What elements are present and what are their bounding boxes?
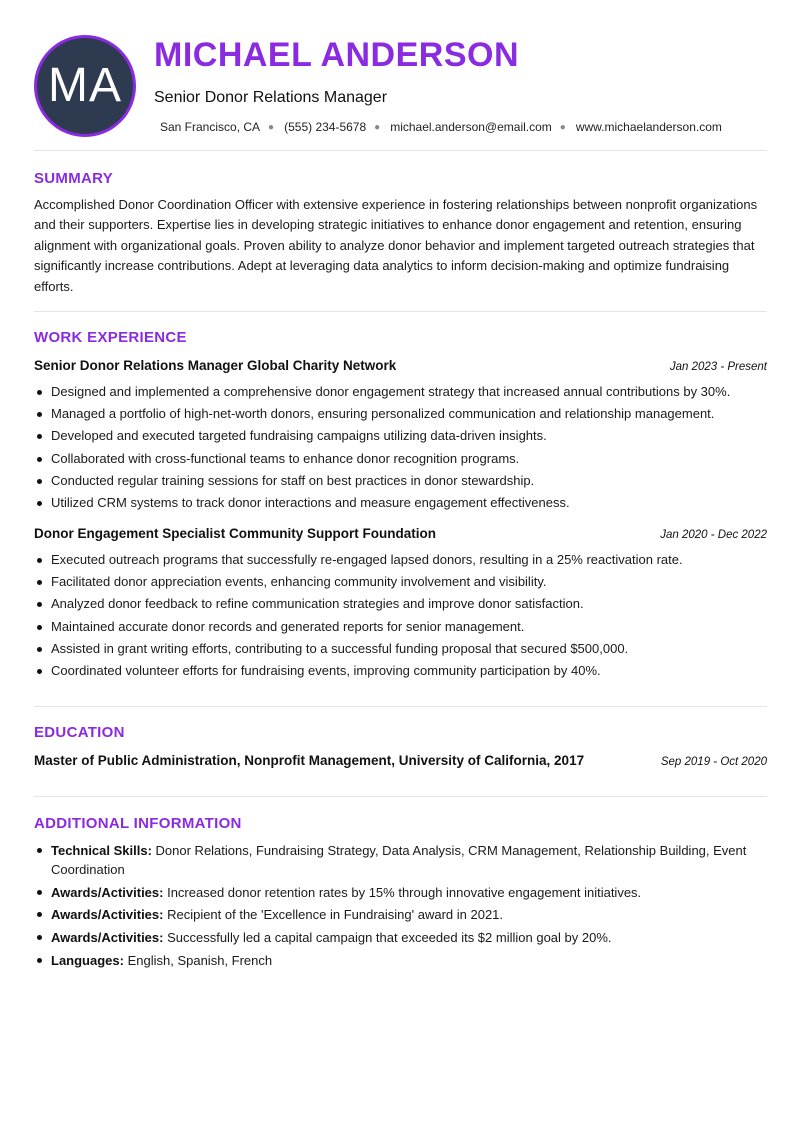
job-role: Senior Donor Relations Manager Global Charity Network [34,358,397,373]
list-item: Designed and implemented a comprehensive donor engagement strategy that increased annual contributions by 30%. [34,381,767,403]
contact-line [160,120,722,134]
list-item: Analyzed donor feedback to refine communication strategies and improve donor satisfaction. [34,593,767,615]
list-item [34,883,767,902]
education-entry [34,753,767,768]
additional-heading: ADDITIONAL INFORMATION [34,815,242,832]
contact-location: San Francisco, CA [160,120,261,134]
resume-header [0,0,800,150]
list-item [34,951,767,970]
summary-text: Accomplished Donor Coordination Officer with extensive experience in fostering relationships between nonprofit organizations and their supporters. Expertise lies in developing strategic initiatives to enhance donor engagement and retention, ensuring alignment with organizational goals. Proven ability to analyze donor behavior and implement targeted outreach strategies that significantly increase contributions. Adept at leveraging data analytics to inform decision-making and optimize fundraising efforts. [34,197,758,294]
contact-phone: (555) 234-5678 [284,120,367,134]
info-label: Awards/Activities: [51,929,164,945]
list-item: Executed outreach programs that successfully re-engaged lapsed donors, resulting in a 25% reactivation rate. [34,549,767,571]
info-text: Successfully led a capital campaign that exceeded its $2 million goal by 20%. [163,929,612,945]
job-header [34,358,767,373]
list-item: Maintained accurate donor records and generated reports for senior management. [34,616,767,638]
list-item [34,905,767,924]
list-item: Managed a portfolio of high-net-worth donors, ensuring personalized communication and relationship management. [34,403,767,425]
job-bullets [34,381,767,514]
candidate-name: MICHAEL ANDERSON [154,36,520,74]
education-dates: Sep 2019 - Oct 2020 [660,756,767,768]
info-text: Donor Relations, Fundraising Strategy, Data Analysis, CRM Management, Relationship Building, Event Coordination [51,843,747,877]
list-item: Coordinated volunteer efforts for fundraising events, improving community participation by 40%. [34,660,767,682]
avatar: MA [34,35,136,137]
section-divider [34,150,767,151]
contact-email[interactable]: michael.anderson@email.com [390,120,552,134]
separator-dot: ● [374,121,381,133]
info-text: English, Spanish, French [123,952,273,968]
list-item [34,841,767,879]
info-label: Awards/Activities: [51,884,164,900]
info-label: Technical Skills: [51,843,152,858]
list-item: Assisted in grant writing efforts, contributing to a successful funding proposal that secured $500,000. [34,638,767,660]
list-item: Facilitated donor appreciation events, enhancing community involvement and visibility. [34,571,767,593]
info-label: Languages: [51,952,124,968]
summary-heading: SUMMARY [34,170,114,187]
list-item: Utilized CRM systems to track donor interactions and measure engagement effectiveness. [34,492,767,514]
education-heading: EDUCATION [34,724,125,741]
info-label: Awards/Activities: [51,907,164,922]
job-header [34,526,767,541]
candidate-title: Senior Donor Relations Manager [154,89,388,106]
list-item [34,928,767,947]
experience-heading: WORK EXPERIENCE [34,329,187,346]
info-text: Recipient of the 'Excellence in Fundraising' award in 2021. [163,907,504,922]
section-divider [34,796,767,797]
separator-dot: ● [268,121,275,133]
list-item: Developed and executed targeted fundraising campaigns utilizing data-driven insights. [34,425,767,447]
job-dates: Jan 2020 - Dec 2022 [660,529,767,541]
list-item: Collaborated with cross-functional teams to enhance donor recognition programs. [34,448,767,470]
contact-website[interactable]: www.michaelanderson.com [575,120,722,134]
info-text: Increased donor retention rates by 15% through innovative engagement initiatives. [163,884,642,900]
section-divider [34,311,767,312]
education-degree: Master of Public Administration, Nonprofit Management, University of California, 2017 [34,753,585,768]
list-item: Conducted regular training sessions for staff on best practices in donor stewardship. [34,470,767,492]
job-role: Donor Engagement Specialist Community Support Foundation [34,526,437,541]
section-divider [34,706,767,707]
separator-dot: ● [559,121,566,133]
job-bullets [34,549,767,682]
job-dates: Jan 2023 - Present [669,361,767,373]
additional-list [34,841,767,973]
